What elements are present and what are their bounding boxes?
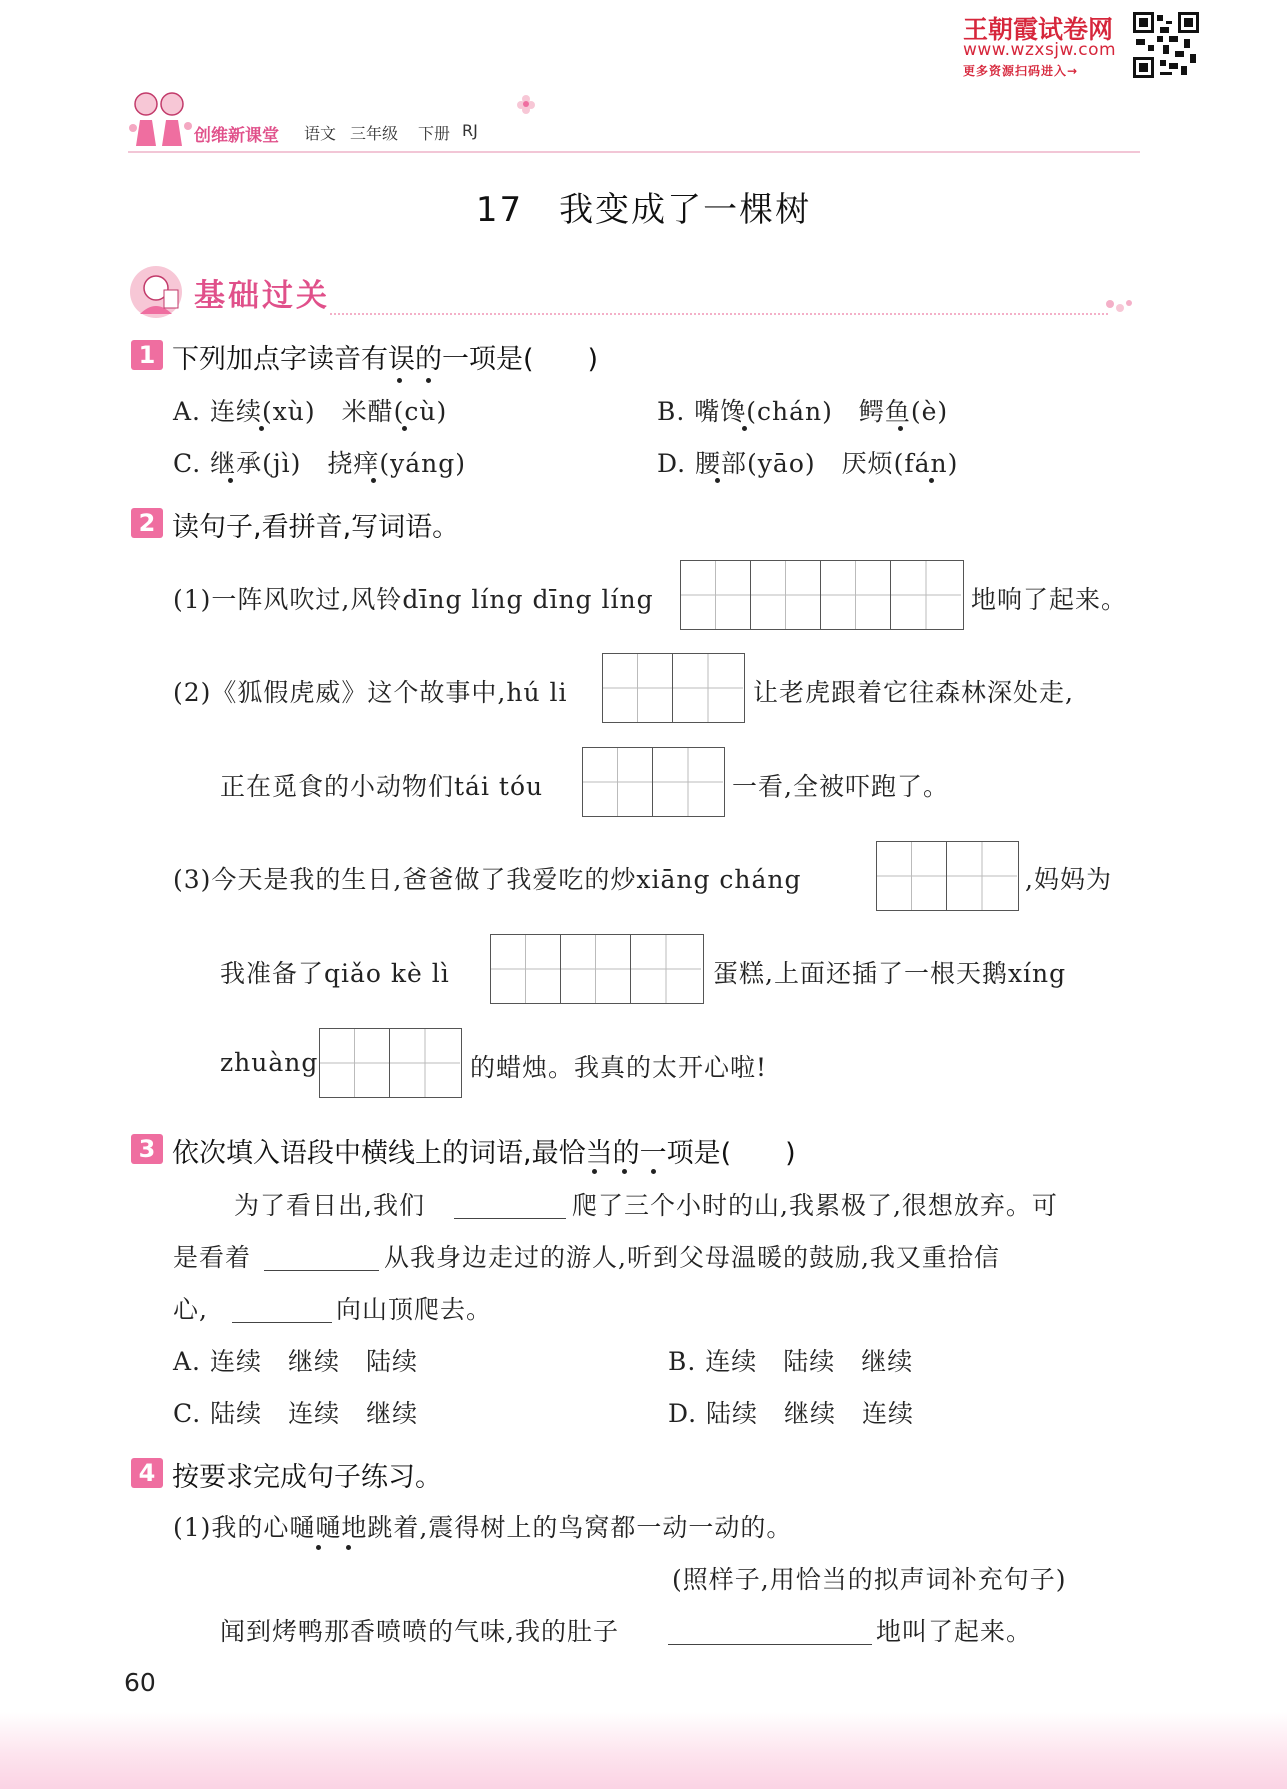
emphasis-dot <box>371 478 376 483</box>
writing-grid-xingzhuang[interactable] <box>319 1028 462 1098</box>
q2-line-3b: 一看,全被吓跑了。 <box>732 772 949 801</box>
writing-grid-qiaokeli[interactable] <box>490 934 704 1004</box>
writing-grid-huli[interactable] <box>602 653 745 723</box>
q2-line-6b: 的蜡烛。我真的太开心啦! <box>470 1053 768 1082</box>
q2-line-1b: 地响了起来。 <box>971 585 1128 614</box>
question-3-option-b[interactable]: B. 连续 陆续 继续 <box>668 1347 914 1376</box>
writing-grid-taitou[interactable] <box>582 747 725 817</box>
question-1-option-b[interactable]: B. 嘴馋(chán) 鳄鱼(è) <box>657 397 949 426</box>
section-title: 基础过关 <box>194 278 330 314</box>
emphasis-dot <box>715 478 720 483</box>
edition-label: RJ <box>462 121 478 140</box>
q4-sentence-1: (1)我的心嗵嗵地跳着,震得树上的鸟窝都一动一动的。 <box>173 1513 793 1542</box>
brand-name: 王朝霞试卷网 <box>963 15 1114 44</box>
question-1-option-a[interactable]: A. 连续(xù) 米醋(cù) <box>173 397 448 426</box>
question-3-stem: 依次填入语段中横线上的词语,最恰当的一项是( ) <box>172 1138 796 1169</box>
q3-para-3a: 心, <box>173 1295 208 1324</box>
writing-grid-xiangchang[interactable] <box>876 841 1019 911</box>
student-avatar-icon <box>128 264 184 320</box>
lesson-title: 17 我变成了一棵树 <box>475 190 812 230</box>
q3-para-3b: 向山顶爬去。 <box>336 1295 493 1324</box>
fill-blank-3[interactable] <box>232 1322 332 1323</box>
emphasis-dot <box>742 426 747 431</box>
q2-line-4b: ,妈妈为 <box>1025 865 1112 894</box>
flower-icon <box>514 92 538 116</box>
grade-label: 三年级 <box>350 124 399 143</box>
emphasis-dot <box>397 378 402 383</box>
q4-sentence-2a: 闻到烤鸭那香喷喷的气味,我的肚子 <box>220 1617 619 1646</box>
q2-line-4a: (3)今天是我的生日,爸爸做了我爱吃的炒xiāng cháng <box>173 865 802 894</box>
question-1-option-c[interactable]: C. 继承(jì) 挠痒(yáng) <box>173 449 467 478</box>
writing-grid-dingling[interactable] <box>680 560 964 630</box>
question-number: 4 <box>131 1458 163 1488</box>
question-3-option-c[interactable]: C. 陆续 连续 继续 <box>173 1399 419 1428</box>
q2-line-2a: (2)《狐假虎威》这个故事中,hú li <box>173 678 568 707</box>
emphasis-dot <box>346 1545 351 1550</box>
question-1-stem: 下列加点字读音有误的一项是( ) <box>172 344 599 375</box>
fill-blank-2[interactable] <box>264 1270 379 1271</box>
q2-line-5b: 蛋糕,上面还插了一根天鹅xíng <box>713 959 1067 988</box>
emphasis-dot <box>592 1169 597 1174</box>
emphasis-dot <box>929 478 934 483</box>
q2-line-3a: 正在觅食的小动物们tái tóu <box>220 772 544 801</box>
brand-url[interactable]: www.wzxsjw.com <box>963 40 1117 60</box>
question-number: 3 <box>131 1134 163 1164</box>
page-number: 60 <box>124 1668 156 1697</box>
question-4-stem: 按要求完成句子练习。 <box>172 1462 442 1493</box>
q3-para-2b: 从我身边走过的游人,听到父母温暖的鼓励,我又重拾信 <box>384 1243 1000 1272</box>
q4-requirement: (照样子,用恰当的拟声词补充句子) <box>672 1565 1067 1594</box>
emphasis-dot <box>259 426 264 431</box>
qr-code-icon[interactable] <box>1133 12 1199 78</box>
series-name: 创维新课堂 <box>194 126 279 146</box>
emphasis-dot <box>228 478 233 483</box>
emphasis-dot <box>426 378 431 383</box>
kids-mascot-icon <box>126 88 196 154</box>
dots-decoration-icon <box>1104 296 1134 318</box>
emphasis-dot <box>402 426 407 431</box>
q2-line-6a: zhuàng <box>220 1048 319 1077</box>
q2-line-2b: 让老虎跟着它往森林深处走, <box>753 678 1074 707</box>
emphasis-dot <box>898 426 903 431</box>
q3-para-1a: 为了看日出,我们 <box>234 1191 425 1220</box>
volume-label: 下册 <box>418 124 451 143</box>
footer-band <box>0 1712 1287 1789</box>
fill-blank-1[interactable] <box>454 1218 566 1219</box>
q3-para-1b: 爬了三个小时的山,我累极了,很想放弃。可 <box>572 1191 1058 1220</box>
q2-line-1a: (1)一阵风吹过,风铃dīng líng dīng líng <box>173 585 654 614</box>
fill-blank-4[interactable] <box>668 1644 872 1645</box>
subject-label: 语文 <box>304 124 337 143</box>
q2-line-5a: 我准备了qiǎo kè lì <box>220 959 450 988</box>
emphasis-dot <box>316 1545 321 1550</box>
question-number: 1 <box>131 340 163 370</box>
question-3-option-a[interactable]: A. 连续 继续 陆续 <box>173 1347 418 1376</box>
header-divider <box>128 151 1140 153</box>
q4-sentence-2b: 地叫了起来。 <box>876 1617 1033 1646</box>
brand-tip: 更多资源扫码进入→ <box>963 64 1079 78</box>
emphasis-dot <box>651 1169 656 1174</box>
question-2-stem: 读句子,看拼音,写词语。 <box>172 512 460 543</box>
question-3-option-d[interactable]: D. 陆续 继续 连续 <box>668 1399 915 1428</box>
section-divider <box>330 313 1108 315</box>
question-1-option-d[interactable]: D. 腰部(yāo) 厌烦(fán) <box>657 449 959 478</box>
question-number: 2 <box>131 508 163 538</box>
emphasis-dot <box>622 1169 627 1174</box>
q3-para-2a: 是看着 <box>173 1243 252 1272</box>
